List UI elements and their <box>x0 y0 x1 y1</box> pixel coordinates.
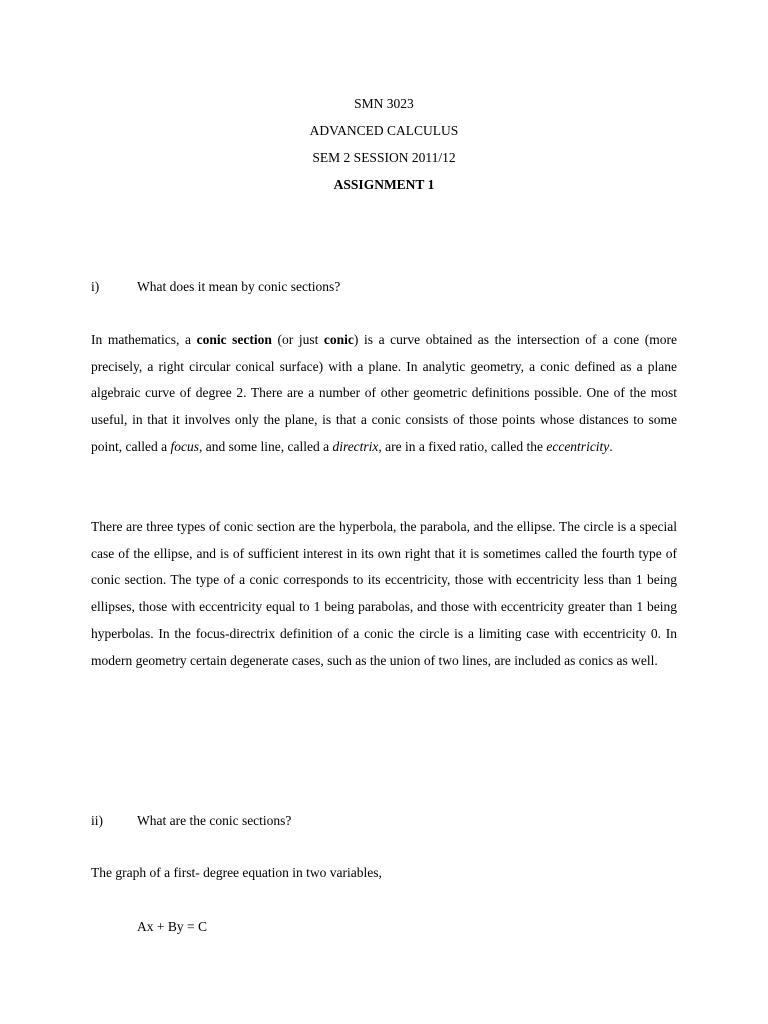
term-conic-section: conic section <box>196 332 272 347</box>
paragraph-conic-definition <box>91 327 677 461</box>
question-2-text: What are the conic sections? <box>137 813 292 828</box>
question-1 <box>91 277 691 297</box>
assignment-title: ASSIGNMENT 1 <box>333 177 435 192</box>
linear-equation: Ax + By = C <box>137 919 207 934</box>
first-degree-intro: The graph of a first- degree equation in two variables, <box>91 865 382 880</box>
p1-text-6: . <box>609 438 613 454</box>
course-code: SMN 3023 <box>354 96 414 111</box>
question-1-text: What does it mean by conic sections? <box>137 279 341 294</box>
course-name: ADVANCED CALCULUS <box>309 123 459 138</box>
term-focus: focus <box>170 438 199 454</box>
document-header <box>0 90 768 198</box>
question-2 <box>91 811 691 831</box>
p1-text-1: In mathematics, a <box>91 332 197 347</box>
p1-text-4: , and some line, called a <box>198 438 333 454</box>
term-conic: conic <box>323 332 354 347</box>
paragraph-conic-types: There are three types of conic section are the hyperbola, the parabola, and the ellipse. The circle is a special case of the ellipse, and is of sufficient interest in its own right that it is sometimes called the fourth type of conic section. The type of a conic corresponds to its eccentricity, those with eccentricity less than 1 being ellipses, those with eccentricity equal to 1 being parabolas, and those with eccentricity greater than 1 being hyperbolas. In the focus-directrix definition of a conic the circle is a limiting case with eccentricity 0. In modern geometry certain degenerate cases, such as the union of two lines, are included as conics as well. <box>91 519 677 668</box>
term-directrix: directrix <box>332 438 379 454</box>
session-label: SEM 2 SESSION 2011/12 <box>312 150 456 165</box>
p1-text-2: (or just <box>271 332 324 347</box>
term-eccentricity: eccentricity <box>546 438 610 454</box>
p1-text-5: , are in a fixed ratio, called the <box>378 438 547 454</box>
question-2-number: ii) <box>91 813 103 828</box>
question-1-number: i) <box>91 279 100 294</box>
p1-text-3: ) is a curve obtained as the intersection of a cone (more precisely, a right circular conical surface) with a plane. In analytic geometry, a conic defined as a plane algebraic curve of degree 2. There are a number of other geometric definitions possible. One of the most useful, in that it involves only the plane, is that a conic consists of those points whose distances to some point, called a <box>91 332 677 454</box>
